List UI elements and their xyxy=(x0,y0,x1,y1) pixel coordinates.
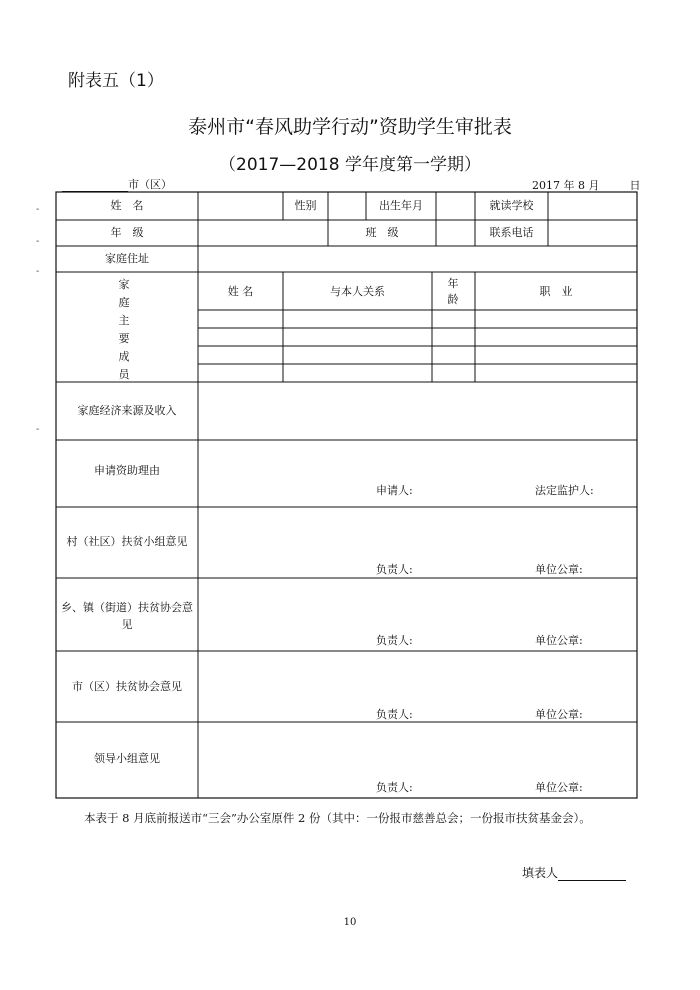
grade-label: 年 级 xyxy=(110,226,144,239)
date-day-label: 日 xyxy=(629,179,641,192)
annex-label: 附表五（1） xyxy=(68,71,164,91)
city-responsible-label: 负责人: xyxy=(376,708,413,721)
scan-mark: - xyxy=(36,204,40,215)
address-label: 家庭住址 xyxy=(105,252,149,265)
phone-label: 联系电话 xyxy=(489,226,534,239)
name-label: 姓 名 xyxy=(110,199,144,212)
family-job-column: 职 业 xyxy=(539,285,573,298)
birth-date-label: 出生年月 xyxy=(379,199,423,212)
reason-label: 申请资助理由 xyxy=(94,464,160,477)
guardian-label: 法定监护人: xyxy=(535,484,594,497)
family-relation-column: 与本人关系 xyxy=(330,285,385,298)
form-title: 泰州市“春风助学行动”资助学生审批表 xyxy=(188,116,512,138)
date-label: 2017 年 8 月 xyxy=(532,179,600,192)
city-opinion-label: 市（区）扶贫协会意见 xyxy=(72,680,182,693)
town-opinion-label: 乡、镇（街道）扶贫协会意见 xyxy=(61,601,193,631)
submission-note: 本表于 8 月底前报送市“三会”办公室原件 2 份（其中：一份报市慈善总会；一份报市扶贫基金会）。 xyxy=(84,811,591,825)
town-responsible-label: 负责人: xyxy=(376,634,413,647)
city-district-label: 市（区） xyxy=(128,178,172,191)
scan-mark: - xyxy=(36,424,40,435)
family-members-label: 家 庭 主 要 成 员 xyxy=(118,278,130,381)
village-responsible-label: 负责人: xyxy=(376,563,413,576)
income-label: 家庭经济来源及收入 xyxy=(77,404,177,417)
leader-group-opinion-label: 领导小组意见 xyxy=(94,752,160,765)
family-age-column: 年 龄 xyxy=(447,277,459,306)
page-number: 10 xyxy=(343,917,357,928)
city-seal-label: 单位公章: xyxy=(535,708,583,721)
scan-mark: - xyxy=(36,266,40,277)
scan-mark: - xyxy=(36,236,40,247)
class-label: 班 级 xyxy=(365,226,399,239)
village-seal-label: 单位公章: xyxy=(535,563,583,576)
applicant-label: 申请人: xyxy=(376,484,413,497)
school-label: 就读学校 xyxy=(489,199,534,212)
filler-line xyxy=(522,864,626,881)
town-seal-label: 单位公章: xyxy=(535,634,583,647)
gender-label: 性别 xyxy=(294,199,317,212)
family-name-column: 姓 名 xyxy=(227,285,254,298)
form-subtitle: （2017—2018 学年度第一学期） xyxy=(219,155,481,175)
village-opinion-label: 村（社区）扶贫小组意见 xyxy=(66,535,188,548)
leader-responsible-label: 负责人: xyxy=(376,781,413,794)
filler-label: 填表人 xyxy=(522,866,559,880)
filler-blank xyxy=(558,866,626,881)
leader-seal-label: 单位公章: xyxy=(535,781,583,794)
